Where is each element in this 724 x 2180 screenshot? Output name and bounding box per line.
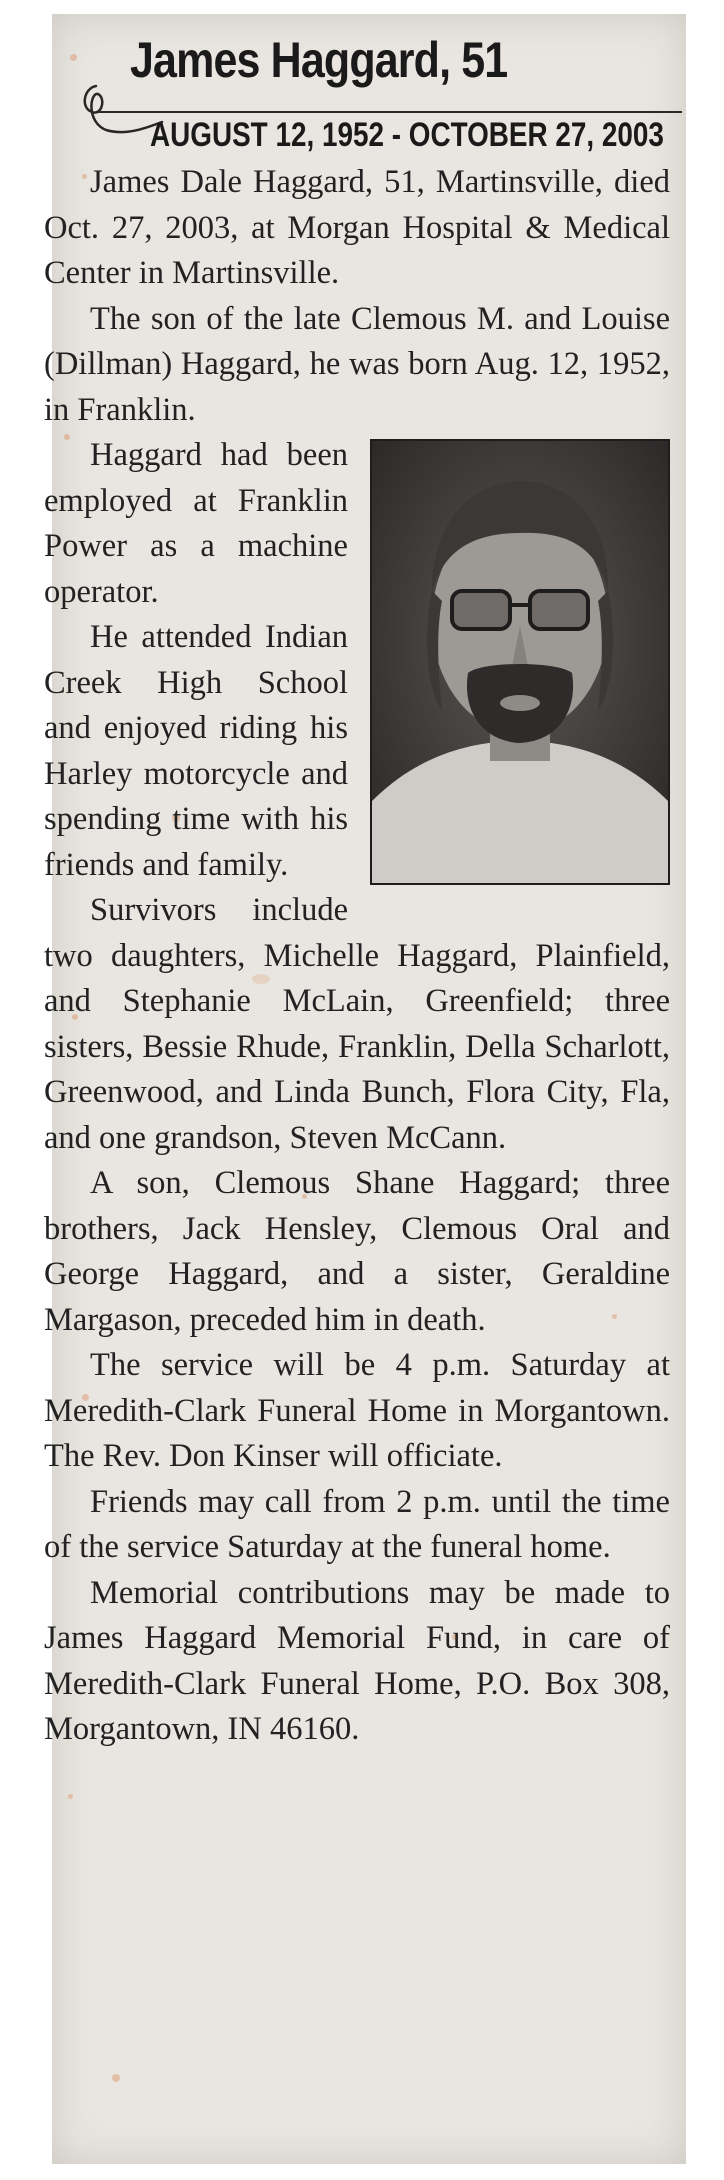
obituary-headline: James Haggard, 51 (130, 32, 508, 88)
paragraph: The service will be 4 p.m. Saturday at Meredith-Clark Funeral Home in Morgantown. The Rev. Don Kinser will officiate. (44, 1347, 670, 1474)
paragraph: Friends may call from 2 p.m. until the time of the service Saturday at the funeral home. (44, 1483, 670, 1565)
paragraph: Memorial contributions may be made to James Haggard Memorial Fund, in care of Meredith-Clark Funeral Home, P.O. Box 308, Morgantown, IN 46160. (44, 1574, 670, 1747)
stain-spot (70, 54, 77, 61)
paragraph: The son of the late Clemous M. and Louise (Dillman) Haggard, he was born Aug. 12, 1952, in Franklin. (44, 300, 670, 428)
paragraph: James Dale Haggard, 51, Martinsville, died Oct. 27, 2003, at Morgan Hospital & Medical Center in Martinsville. (44, 164, 670, 291)
stain-spot (112, 2074, 120, 2082)
stain-spot (68, 1794, 73, 1799)
paragraph: Survivors include two daughters, Michelle Haggard, Plainfield, and Stephanie McLain, Greenfield; three sisters, Bessie Rhude, Franklin, Della Scharlott, Greenwood, and Linda Bunch, Flora City, Fla, and one grandson, Steven McCann. (44, 892, 670, 1156)
obituary-body (44, 160, 670, 1753)
paragraph: Haggard had been employed at Franklin Power as a machine operator. (44, 437, 348, 610)
portrait-image (372, 441, 668, 883)
paragraph: He attended Indian Creek High School and enjoyed riding his Harley motorcycle and spending time with his friends and family. (44, 619, 348, 883)
life-dates: AUGUST 12, 1952 - OCTOBER 27, 2003 (150, 116, 664, 154)
portrait-photo (370, 439, 670, 885)
paragraph: A son, Clemous Shane Haggard; three brothers, Jack Hensley, Clemous Oral and George Haggard, and a sister, Geraldine Margason, preceded him in death. (44, 1165, 670, 1338)
